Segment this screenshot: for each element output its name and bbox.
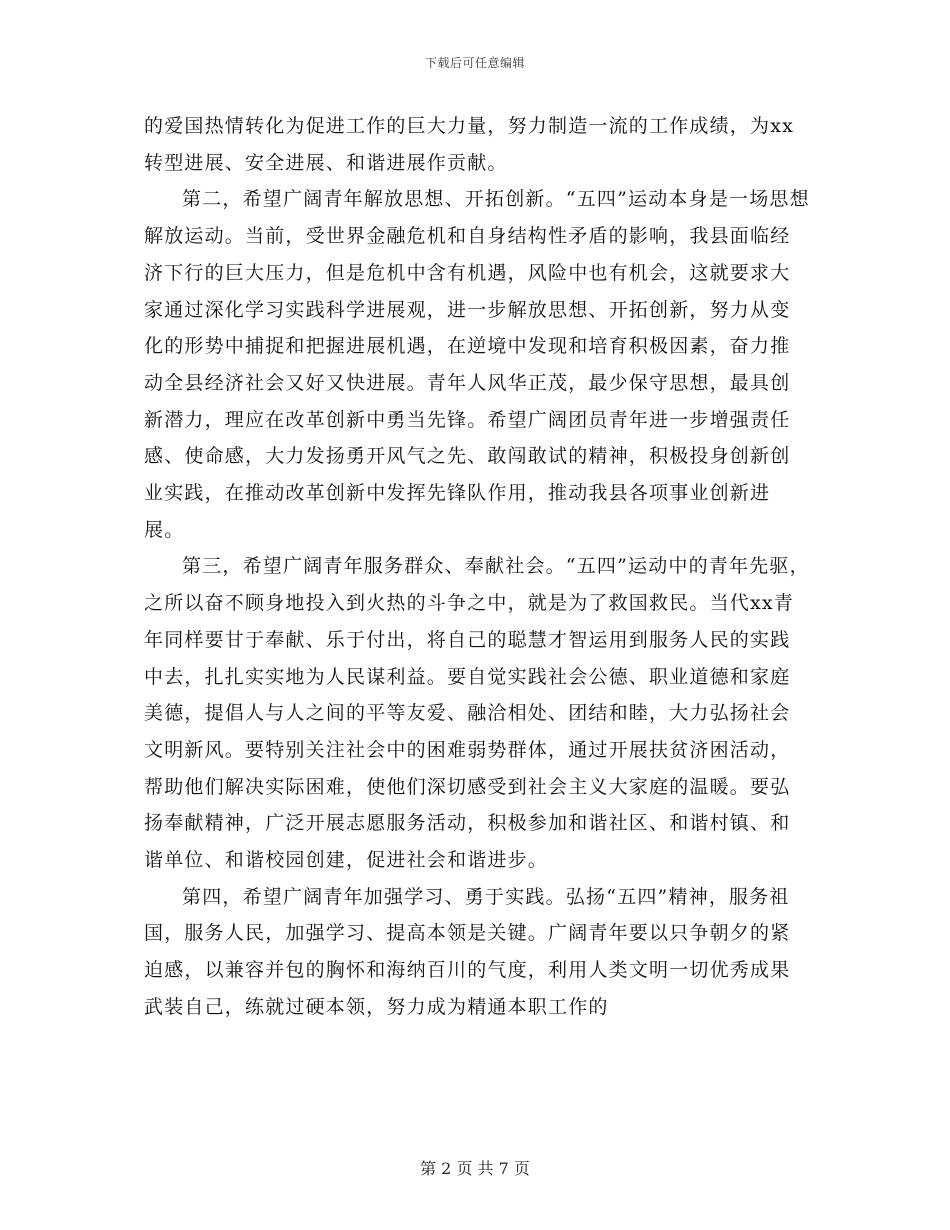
paragraph-second-point: 第二，希望广阔青年解放思想、开拓创新。“五四”运动本身是一场思想解放运动。当前，受世界金融危机和自身结构性矛盾的影响，我县面临经济下行的巨大压力，但是危机中含有机遇，风险中也有机会，这就要求大家通过深化学习实践科学进展观，进一步解放思想、开拓创新，努力从变化的形势中捕捉和把握进展机遇，在逆境中发现和培育积极因素，奋力推动全县经济社会又好又快进展。青年人风华正茂，最少保守思想，最具创新潜力，理应在改革创新中勇当先锋。希望广阔团员青年进一步增强责任感、使命感，大力发扬勇开风气之先、敢闯敢试的精神，积极投身创新创业实践，在推动改革创新中发挥先锋队作用，推动我县各项事业创新进展。 bbox=[144, 188, 810, 541]
paragraph-fourth-point: 第四，希望广阔青年加强学习、勇于实践。弘扬“五四”精神，服务祖国，服务人民，加强学习、提高本领是关键。广阔青年要以只争朝夕的紧迫感，以兼容并包的胸怀和海纳百川的气度，利用人类文明一切优秀成果武装自己，练就过硬本领，努力成为精通本职工作的 bbox=[144, 885, 791, 1018]
paragraph-continuation: 的爱国热情转化为促进工作的巨大力量，努力制造一流的工作成绩，为xx转型进展、安全进展、和谐进展作贡献。 bbox=[144, 115, 795, 174]
paragraph-third-point: 第三，希望广阔青年服务群众、奉献社会。“五四”运动中的青年先驱，之所以奋不顾身地投入到火热的斗争之中，就是为了救国救民。当代xx青年同样要甘于奉献、乐于付出，将自己的聪慧才智运用到服务人民的实践中去，扎扎实实地为人民谋利益。要自觉实践社会公德、职业道德和家庭美德，提倡人与人之间的平等友爱、融洽相处、团结和睦，大力弘扬社会文明新风。要特别关注社会中的困难弱势群体，通过开展扶贫济困活动，帮助他们解决实际困难，使他们深切感受到社会主义大家庭的温暖。要弘扬奉献精神，广泛开展志愿服务活动，积极参加和谐社区、和谐村镇、和谐单位、和谐校园创建，促进社会和谐进步。 bbox=[144, 555, 810, 872]
document-body bbox=[144, 108, 810, 1026]
page-header-note: 下载后可任意编辑 bbox=[424, 56, 525, 70]
page-footer: 第 2 页 共 7 页 bbox=[420, 1159, 530, 1178]
